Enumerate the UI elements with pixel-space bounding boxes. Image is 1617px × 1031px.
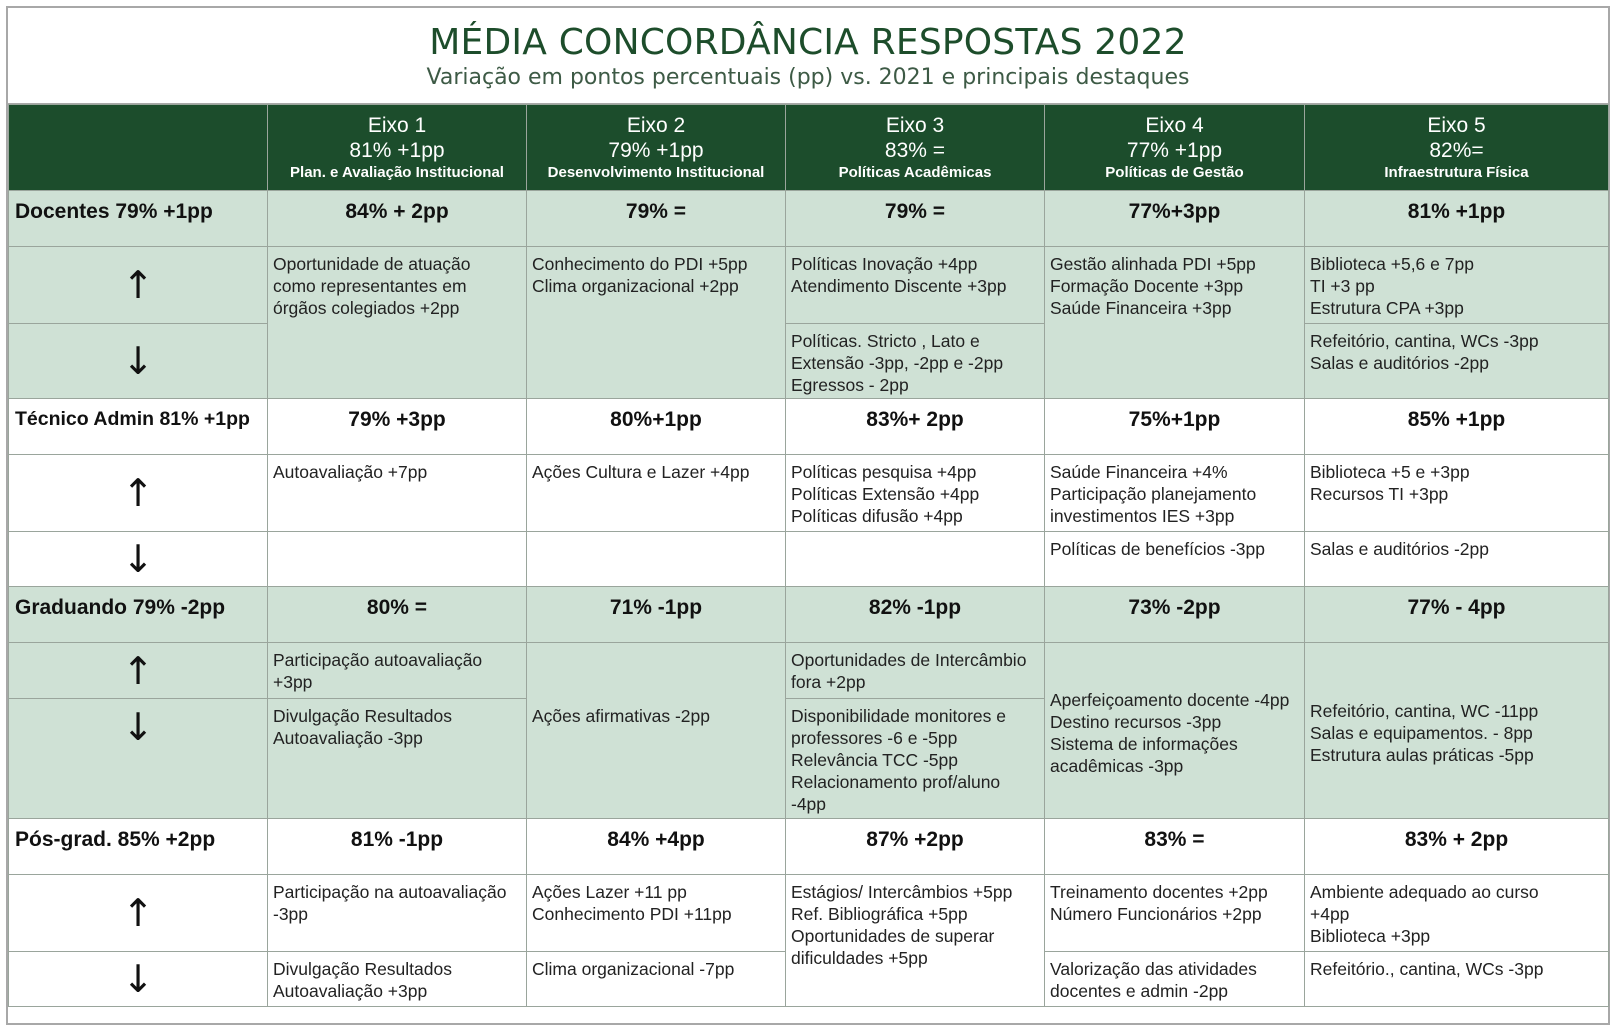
note-line: Oportunidade de atuação — [273, 254, 471, 274]
graduando-row — [9, 587, 1609, 643]
posgrad-eixo-2-down — [527, 952, 786, 1007]
posgrad-eixo-5-up — [1305, 875, 1609, 952]
tecnico-up-row — [9, 455, 1609, 532]
note-line: Salas e auditórios -2pp — [1310, 539, 1489, 559]
down-arrow-icon: ↓ — [9, 952, 268, 1007]
note-line: Refeitório, cantina, WC -11pp — [1310, 700, 1539, 721]
note-line: Autoavaliação -3pp — [273, 728, 423, 748]
tecnico-eixo-1-up — [268, 455, 527, 532]
note-line: TI +3 pp — [1310, 276, 1375, 296]
note-line: Participação autoavaliação — [273, 650, 483, 670]
note-line: Ref. Bibliográfica +5pp — [791, 904, 968, 924]
note-line: Formação Docente +3pp — [1050, 276, 1244, 296]
posgrad-eixo-4-value: 83% = — [1045, 819, 1305, 875]
posgrad-eixo-3-value: 87% +2pp — [786, 819, 1045, 875]
docentes-eixo-1-value: 84% + 2pp — [268, 191, 527, 247]
docentes-eixo-5-up — [1305, 247, 1609, 324]
eixo-name: Eixo 5 — [1427, 113, 1486, 137]
tecnico-eixo-4-value: 75%+1pp — [1045, 399, 1305, 455]
note-line: Saúde Financeira +3pp — [1050, 298, 1232, 318]
graduando-up-row — [9, 643, 1609, 699]
table-header-row — [9, 105, 1609, 191]
note-line: Biblioteca +5 e +3pp — [1310, 462, 1470, 482]
eixo-subtitle: Desenvolvimento Institucional — [547, 163, 765, 181]
posgrad-eixo-1-value: 81% -1pp — [268, 819, 527, 875]
note-line: Treinamento docentes +2pp — [1050, 882, 1268, 902]
tecnico-eixo-4-up — [1045, 455, 1305, 532]
note-line: Valorização das atividades — [1050, 959, 1257, 979]
tecnico-eixo-2-up — [527, 455, 786, 532]
tecnico-eixo-4-down — [1045, 532, 1305, 587]
up-arrow-icon: ↑ — [9, 875, 268, 952]
docentes-up-row — [9, 247, 1609, 324]
note-line: Estrutura CPA +3pp — [1310, 298, 1464, 318]
graduando-eixo-3-value: 82% -1pp — [786, 587, 1045, 643]
header-eixo-1 — [268, 105, 527, 191]
tecnico-eixo-3-up — [786, 455, 1045, 532]
header-eixo-4 — [1045, 105, 1305, 191]
note-line: Autoavaliação +7pp — [273, 462, 428, 482]
docentes-eixo-4-up — [1045, 247, 1305, 399]
header-eixo-3 — [786, 105, 1045, 191]
graduando-label: Graduando 79% -2pp — [9, 587, 268, 643]
graduando-eixo-4-notes — [1045, 643, 1305, 819]
note-line: Ações Lazer +11 pp — [532, 882, 687, 902]
note-line: Biblioteca +3pp — [1310, 926, 1431, 946]
note-line: investimentos IES +3pp — [1050, 506, 1235, 526]
eixo-value: 77% +1pp — [1126, 138, 1223, 162]
note-line: Ações afirmativas -2pp — [532, 706, 710, 726]
note-line: Ambiente adequado ao curso — [1310, 882, 1539, 902]
note-line: Divulgação Resultados — [273, 706, 452, 726]
note-line: Políticas. Stricto , Lato e — [791, 331, 980, 351]
posgrad-eixo-4-up — [1045, 875, 1305, 952]
tecnico-eixo-5-down — [1305, 532, 1609, 587]
note-line: Divulgação Resultados — [273, 959, 452, 979]
docentes-down-row — [9, 324, 1609, 399]
note-line: Recursos TI +3pp — [1310, 484, 1449, 504]
note-line: Salas e auditórios -2pp — [1310, 353, 1489, 373]
eixo-name: Eixo 1 — [367, 113, 427, 137]
docentes-label: Docentes 79% +1pp — [9, 191, 268, 247]
docentes-eixo-5-down — [1305, 324, 1609, 399]
graduando-eixo-3-down — [786, 699, 1045, 819]
eixo-subtitle: Infraestrutura Física — [1384, 163, 1529, 181]
note-line: Relevância TCC -5pp — [791, 750, 958, 770]
posgrad-label: Pós-grad. 85% +2pp — [9, 819, 268, 875]
note-line: Destino recursos -3pp — [1050, 711, 1222, 732]
graduando-eixo-3-up — [786, 643, 1045, 699]
up-arrow-icon: ↑ — [9, 247, 268, 324]
note-line: Sistema de informações — [1050, 733, 1238, 754]
header-eixo-5 — [1305, 105, 1609, 191]
note-line: Participação planejamento — [1050, 484, 1257, 504]
graduando-eixo-5-notes — [1305, 643, 1609, 819]
note-line: Políticas Inovação +4pp — [791, 254, 978, 274]
eixo-subtitle: Políticas de Gestão — [1105, 163, 1244, 181]
down-arrow-icon: ↓ — [9, 324, 268, 399]
posgrad-eixo-3-notes — [786, 875, 1045, 1007]
note-line: +4pp — [1310, 904, 1350, 924]
note-line: Relacionamento prof/aluno — [791, 772, 1001, 792]
note-line: Clima organizacional -7pp — [532, 959, 735, 979]
graduando-eixo-1-up — [268, 643, 527, 699]
note-line: Refeitório., cantina, WCs -3pp — [1310, 959, 1544, 979]
tecnico-eixo-5-value: 85% +1pp — [1305, 399, 1609, 455]
note-line: Oportunidades de Intercâmbio — [791, 650, 1027, 670]
eixo-name: Eixo 2 — [626, 113, 686, 137]
note-line: Políticas pesquisa +4pp — [791, 462, 977, 482]
header-corner — [9, 105, 268, 191]
docentes-eixo-2-value: 79% = — [527, 191, 786, 247]
tecnico-eixo-2-down — [527, 532, 786, 587]
docentes-eixo-1-up — [268, 247, 527, 399]
note-line: Clima organizacional +2pp — [532, 276, 739, 296]
note-line: Extensão -3pp, -2pp e -2pp — [791, 353, 1004, 373]
note-line: Estágios/ Intercâmbios +5pp — [791, 882, 1013, 902]
page-title: MÉDIA CONCORDÂNCIA RESPOSTAS 2022 — [429, 22, 1187, 63]
note-line: +3pp — [273, 672, 313, 692]
note-line: Estrutura aulas práticas -5pp — [1310, 744, 1534, 765]
eixo-value: 82%= — [1429, 138, 1484, 162]
posgrad-row — [9, 819, 1609, 875]
note-line: -3pp — [273, 904, 309, 924]
note-line: professores -6 e -5pp — [791, 728, 958, 748]
note-line: fora +2pp — [791, 672, 866, 692]
note-line: docentes e admin -2pp — [1050, 981, 1229, 1001]
graduando-eixo-1-down — [268, 699, 527, 819]
slide-frame — [6, 6, 1610, 1025]
note-line: Número Funcionários +2pp — [1050, 904, 1262, 924]
eixo-value: 83% = — [884, 138, 946, 162]
note-line: Políticas difusão +4pp — [791, 506, 963, 526]
note-line: Ações Cultura e Lazer +4pp — [532, 462, 750, 482]
up-arrow-icon: ↑ — [9, 455, 268, 532]
note-line: Refeitório, cantina, WCs -3pp — [1310, 331, 1539, 351]
posgrad-eixo-1-up — [268, 875, 527, 952]
note-line: acadêmicas -3pp — [1050, 755, 1184, 776]
note-line: Oportunidades de superar — [791, 926, 995, 946]
tecnico-row — [9, 399, 1609, 455]
eixo-name: Eixo 4 — [1145, 113, 1204, 137]
eixo-subtitle: Políticas Acadêmicas — [838, 163, 992, 181]
posgrad-up-row — [9, 875, 1609, 952]
graduando-eixo-2-value: 71% -1pp — [527, 587, 786, 643]
docentes-eixo-2-up — [527, 247, 786, 399]
eixo-value: 79% +1pp — [608, 138, 704, 162]
down-arrow-icon: ↓ — [9, 532, 268, 587]
tecnico-eixo-3-value: 83%+ 2pp — [786, 399, 1045, 455]
note-line: Conhecimento do PDI +5pp — [532, 254, 748, 274]
graduando-eixo-4-value: 73% -2pp — [1045, 587, 1305, 643]
note-line: Participação na autoavaliação — [273, 882, 507, 902]
note-line: órgãos colegiados +2pp — [273, 298, 460, 318]
docentes-row — [9, 191, 1609, 247]
tecnico-eixo-5-up — [1305, 455, 1609, 532]
note-line: dificuldades +5pp — [791, 948, 928, 968]
posgrad-eixo-2-value: 84% +4pp — [527, 819, 786, 875]
note-line: Egressos - 2pp — [791, 375, 909, 395]
tecnico-eixo-1-down — [268, 532, 527, 587]
note-line: Biblioteca +5,6 e 7pp — [1310, 254, 1474, 274]
graduando-eixo-2-notes — [527, 643, 786, 819]
posgrad-eixo-2-up — [527, 875, 786, 952]
posgrad-eixo-4-down — [1045, 952, 1305, 1007]
tecnico-label: Técnico Admin 81% +1pp — [9, 399, 268, 455]
docentes-eixo-3-up — [786, 247, 1045, 324]
note-line: Aperfeiçoamento docente -4pp — [1050, 689, 1290, 710]
note-line: Gestão alinhada PDI +5pp — [1050, 254, 1256, 274]
tecnico-down-row — [9, 532, 1609, 587]
tecnico-eixo-3-down — [786, 532, 1045, 587]
graduando-eixo-5-value: 77% - 4pp — [1305, 587, 1609, 643]
docentes-eixo-5-value: 81% +1pp — [1305, 191, 1609, 247]
slide-header — [8, 8, 1608, 104]
results-table — [8, 104, 1609, 1007]
tecnico-eixo-2-value: 80%+1pp — [527, 399, 786, 455]
note-line: Salas e equipamentos. - 8pp — [1310, 722, 1533, 743]
note-line: Disponibilidade monitores e — [791, 706, 1006, 726]
note-line: Conhecimento PDI +11pp — [532, 904, 732, 924]
eixo-subtitle: Plan. e Avaliação Institucional — [290, 163, 504, 181]
posgrad-eixo-5-down — [1305, 952, 1609, 1007]
up-arrow-icon: ↑ — [9, 643, 268, 699]
eixo-name: Eixo 3 — [885, 113, 945, 137]
header-eixo-2 — [527, 105, 786, 191]
docentes-eixo-3-down — [786, 324, 1045, 399]
graduando-eixo-1-value: 80% = — [268, 587, 527, 643]
docentes-eixo-4-value: 77%+3pp — [1045, 191, 1305, 247]
posgrad-eixo-5-value: 83% + 2pp — [1305, 819, 1609, 875]
note-line: -4pp — [791, 794, 827, 814]
note-line: Atendimento Discente +3pp — [791, 276, 1007, 296]
page-subtitle: Variação em pontos percentuais (pp) vs. 2021 e principais destaques — [426, 65, 1190, 90]
eixo-value: 81% +1pp — [349, 138, 445, 162]
note-line: Autoavaliação +3pp — [273, 981, 428, 1001]
tecnico-eixo-1-value: 79% +3pp — [268, 399, 527, 455]
note-line: Políticas de benefícios -3pp — [1050, 539, 1265, 559]
down-arrow-icon: ↓ — [9, 699, 268, 819]
note-line: Políticas Extensão +4pp — [791, 484, 980, 504]
note-line: como representantes em — [273, 276, 467, 296]
docentes-eixo-3-value: 79% = — [786, 191, 1045, 247]
posgrad-eixo-1-down — [268, 952, 527, 1007]
note-line: Saúde Financeira +4% — [1050, 462, 1228, 482]
